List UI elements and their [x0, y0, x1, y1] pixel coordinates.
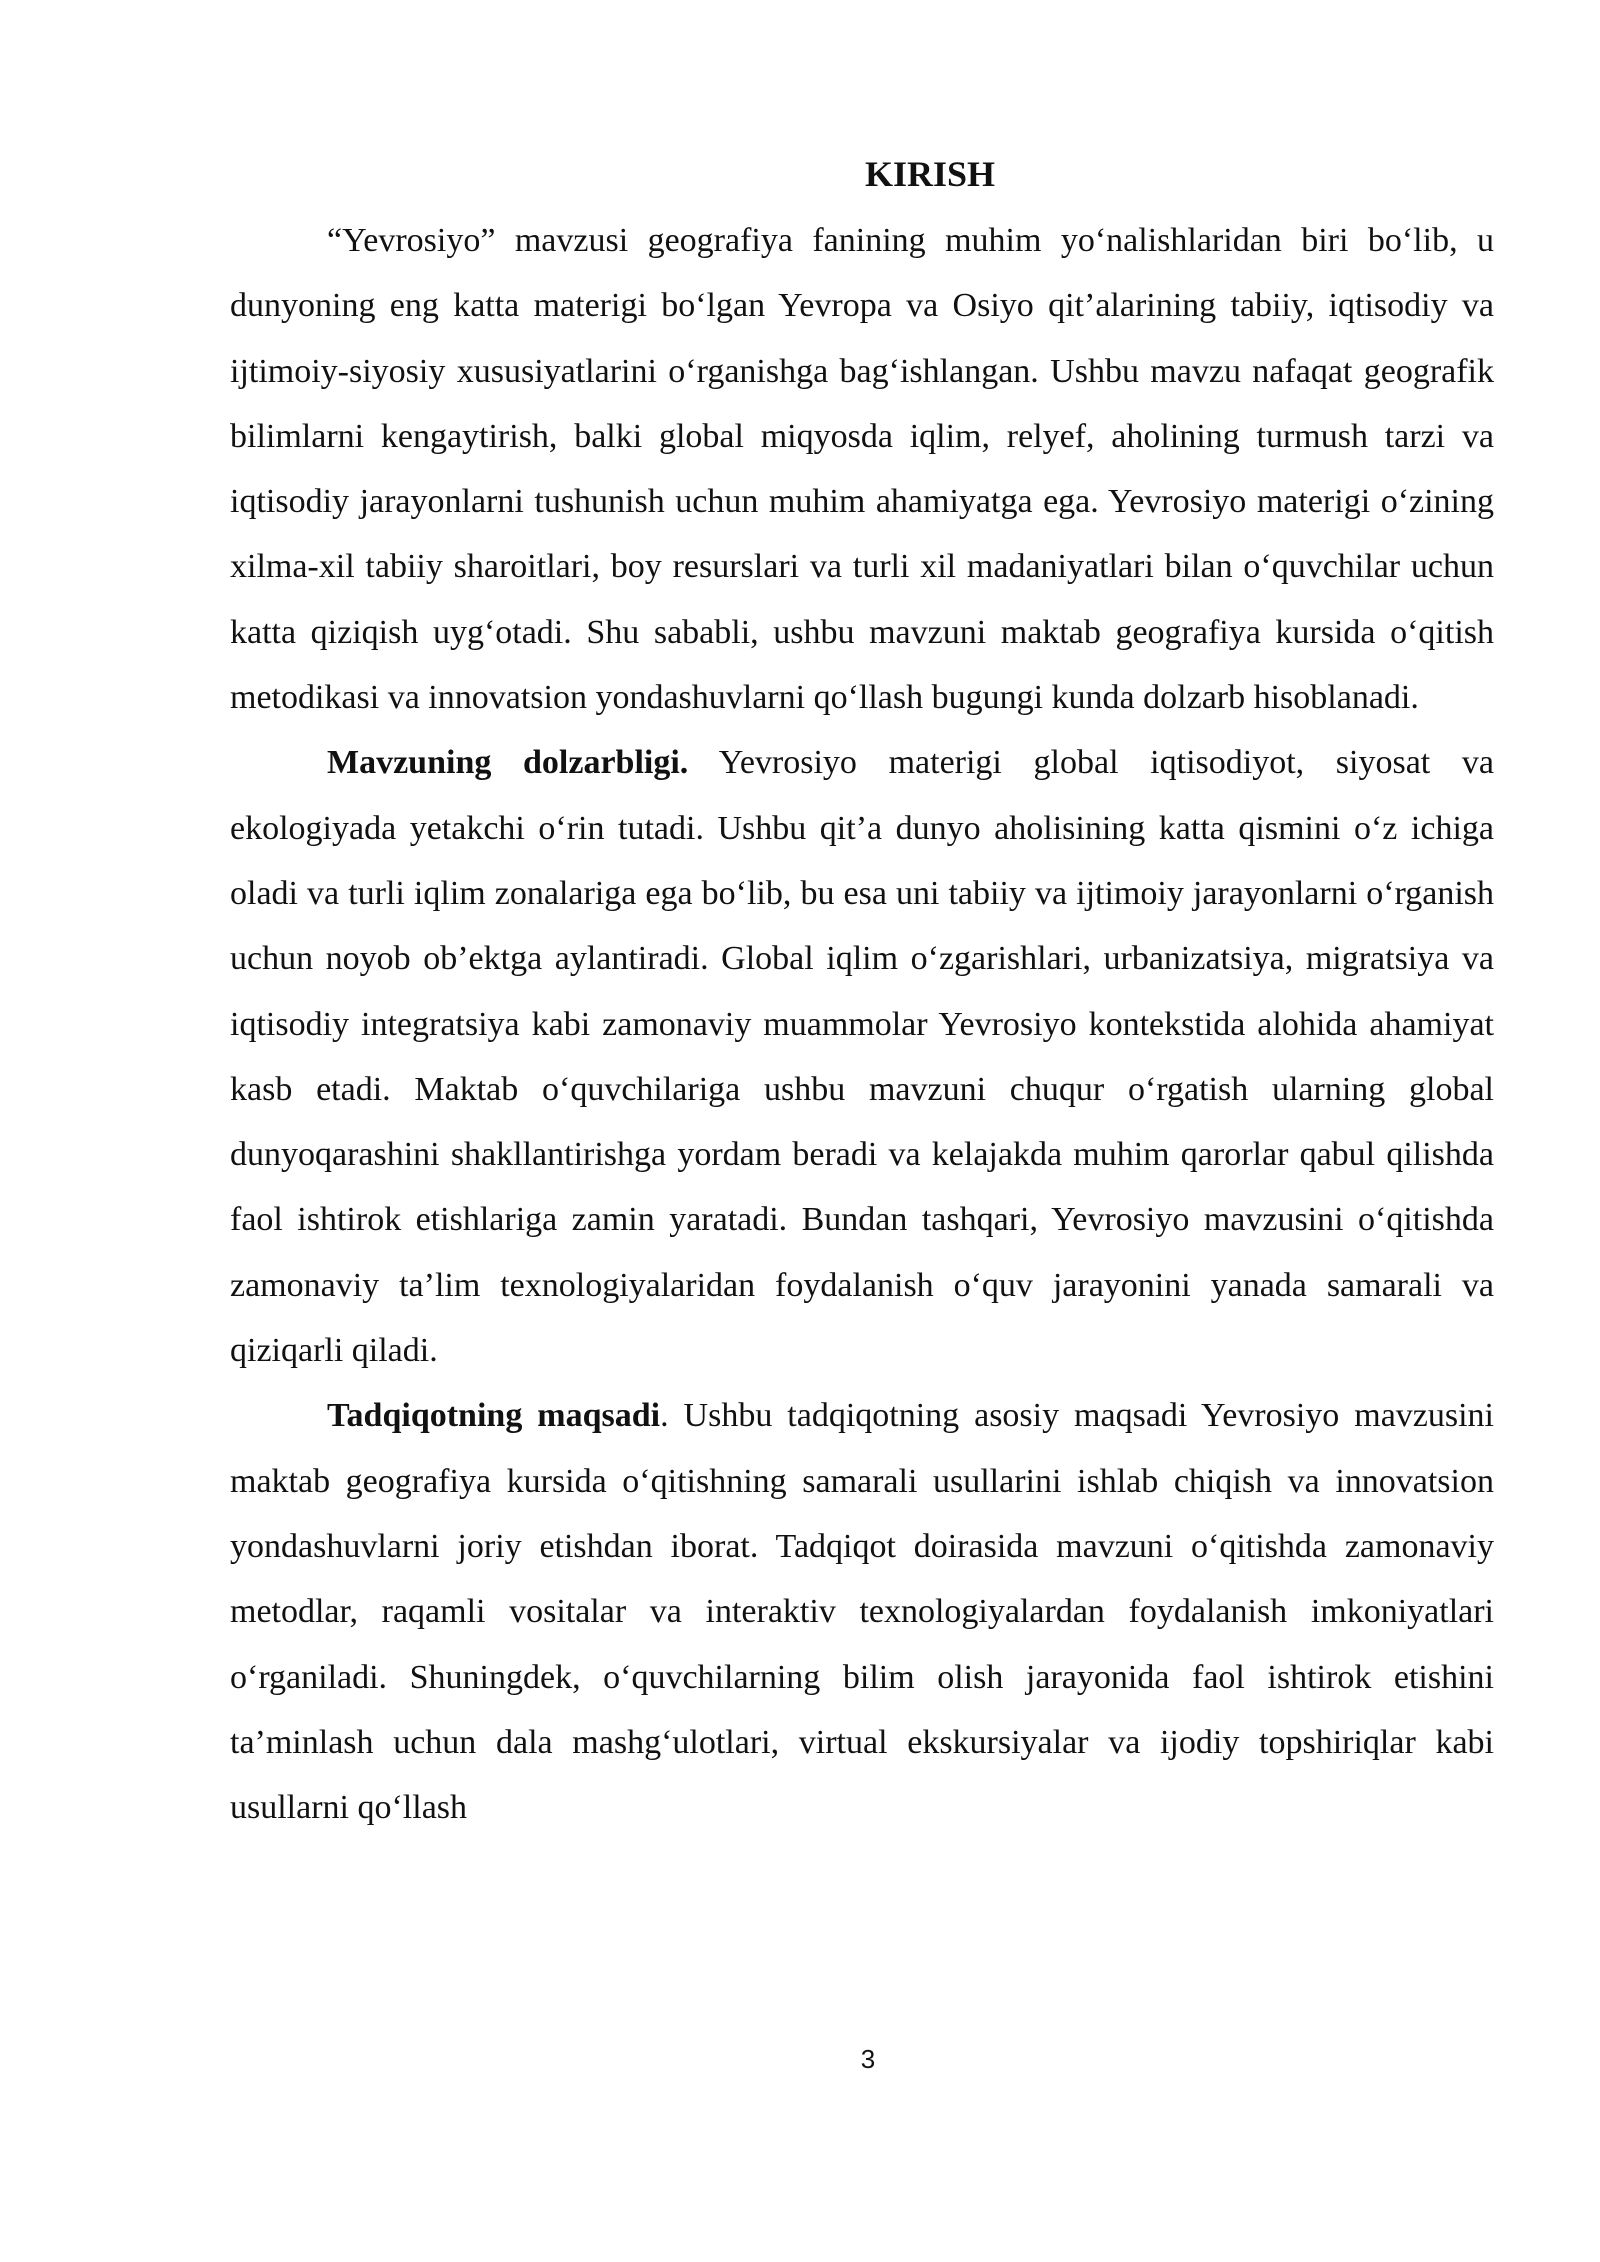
page-title: KIRISH — [864, 154, 996, 194]
paragraph-intro — [230, 208, 1494, 730]
paragraph-lead: Tadqiqotning maqsadi — [327, 1397, 661, 1435]
paragraph-text: . Ushbu tadqiqotning asosiy maqsadi Yevrosiyo mavzusini maktab geografiya kursida o‘qitishning samarali usullarini ishlab chiqish va innovatsion yondashuvlarni joriy etishdan iborat. Tadqiqot doirasida mavzuni o‘qitishda zamonaviy metodlar, raqamli vositalar va interaktiv texnologiyalardan foydalanish imkoniyatlari o‘rganiladi. Shuningdek, o‘quvchilarning bilim olish jarayonida faol ishtirok etishini ta’minlash uchun dala mashg‘ulotlari, virtual ekskursiyalar va ijodiy topshiriqlar kabi usullarni qo‘llash — [230, 1397, 1494, 1827]
paragraph-relevance — [230, 730, 1494, 1383]
paragraph-goal — [230, 1383, 1494, 1840]
paragraph-text: Yevrosiyo materigi global iqtisodiyot, siyosat va ekologiyada yetakchi o‘rin tutadi. Ushbu qit’a dunyo aholisining katta qismini o‘z ichiga oladi va turli iqlim zonalariga ega bo‘lib, bu esa uni tabiiy va ijtimoiy jarayonlarni o‘rganish uchun noyob ob’ektga aylantiradi. Global iqlim o‘zgarishlari, urbanizatsiya, migratsiya va iqtisodiy integratsiya kabi zamonaviy muammolar Yevrosiyo kontekstida alohida ahamiyat kasb etadi. Maktab o‘quvchilariga ushbu mavzuni chuqur o‘rgatish ularning global dunyoqarashini shakllantirishga yordam beradi va kelajakda muhim qarorlar qabul qilishda faol ishtirok etishlariga zamin yaratadi. Bundan tashqari, Yevrosiyo mavzusini o‘qitishda zamonaviy ta’lim texnologiyalaridan foydalanish o‘quv jarayonini yanada samarali va qiziqarli qiladi. — [230, 744, 1494, 1370]
page-content — [230, 146, 1494, 1840]
page-number: 3 — [860, 2044, 876, 2074]
paragraph-lead: Mavzuning dolzarbligi. — [327, 744, 689, 782]
paragraph-text: “Yevrosiyo” mavzusi geografiya fanining muhim yo‘nalishlaridan biri bo‘lib, u dunyoning eng katta materigi bo‘lgan Yevropa va Osiyo qit’alarining tabiiy, iqtisodiy va ijtimoiy-siyosiy xususiyatlarini o‘rganishga bag‘ishlangan. Ushbu mavzu nafaqat geografik bilimlarni kengaytirish, balki global miqyosda iqlim, relyef, aholining turmush tarzi va iqtisodiy jarayonlarni tushunish uchun muhim ahamiyatga ega. Yevrosiyo materigi o‘zining xilma-xil tabiiy sharoitlari, boy resurslari va turli xil madaniyatlari bilan o‘quvchilar uchun katta qiziqish uyg‘otadi. Shu sababli, ushbu mavzuni maktab geografiya kursida o‘qitish metodikasi va innovatsion yondashuvlarni qo‘llash bugungi kunda dolzarb hisoblanadi. — [230, 222, 1494, 717]
